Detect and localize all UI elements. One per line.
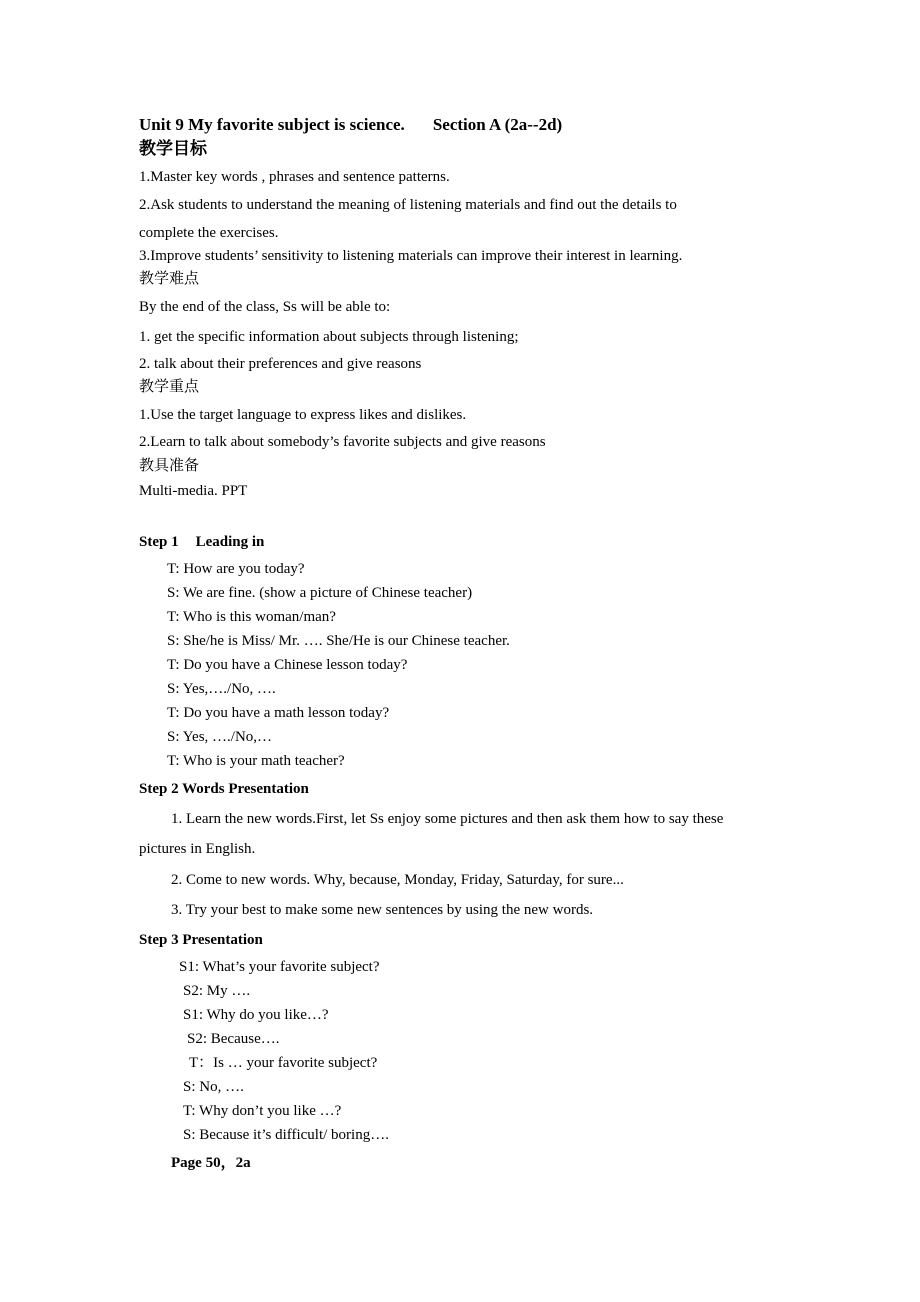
title-section: Section A (2a--2d) xyxy=(432,115,563,134)
step1-heading xyxy=(139,533,264,551)
dialogue-line: T: Do you have a math lesson today? xyxy=(167,705,390,721)
dialogue-line: S: Yes, …./No,… xyxy=(167,729,273,745)
dialogue-line: T: Why don’t you like …? xyxy=(183,1103,342,1119)
step3-heading: Step 3 Presentation xyxy=(139,932,263,948)
prep-text: Multi-media. PPT xyxy=(139,483,248,499)
title-main: Unit 9 My favorite subject is science. xyxy=(139,115,405,134)
key-point: 1.Use the target language to express likes and dislikes. xyxy=(139,407,467,423)
step2-item: 1. Learn the new words.First, let Ss enjoy some pictures and then ask them how to say these xyxy=(171,811,724,827)
dialogue-line: S: She/he is Miss/ Mr. …. She/He is our Chinese teacher. xyxy=(167,633,510,649)
dialogue-line: T：Is … your favorite subject? xyxy=(189,1055,378,1071)
step2-item: 2. Come to new words. Why, because, Monday, Friday, Saturday, for sure... xyxy=(171,872,624,888)
step1-name: Leading in xyxy=(195,534,265,550)
page-reference: Page 50，2a xyxy=(171,1155,251,1171)
goals-heading: 教学目标 xyxy=(139,139,207,158)
dialogue-line: S: Because it’s difficult/ boring…. xyxy=(183,1127,389,1143)
dialogue-line: T: How are you today? xyxy=(167,561,305,577)
difficult-heading: 教学难点 xyxy=(139,271,200,287)
goal-item: complete the exercises. xyxy=(139,225,279,241)
difficult-point: 2. talk about their preferences and give reasons xyxy=(139,356,422,372)
dialogue-line: T: Who is your math teacher? xyxy=(167,753,345,769)
step2-heading: Step 2 Words Presentation xyxy=(139,781,309,797)
dialogue-line: T: Do you have a Chinese lesson today? xyxy=(167,657,408,673)
dialogue-line: S1: What’s your favorite subject? xyxy=(179,959,380,975)
page-title xyxy=(139,115,562,135)
goal-item: 1.Master key words , phrases and sentence patterns. xyxy=(139,169,450,185)
dialogue-line: S: No, …. xyxy=(183,1079,244,1095)
dialogue-line: S2: Because…. xyxy=(187,1031,280,1047)
key-point: 2.Learn to talk about somebody’s favorite subjects and give reasons xyxy=(139,434,546,450)
difficult-intro: By the end of the class, Ss will be able to: xyxy=(139,299,391,315)
step2-item: 3. Try your best to make some new sentences by using the new words. xyxy=(171,902,594,918)
difficult-point: 1. get the specific information about subjects through listening; xyxy=(139,329,519,345)
goal-item: 2.Ask students to understand the meaning of listening materials and find out the details to xyxy=(139,197,677,213)
dialogue-line: S: Yes,…./No, …. xyxy=(167,681,276,697)
key-heading: 教学重点 xyxy=(139,379,200,395)
goal-item: 3.Improve students’ sensitivity to listening materials can improve their interest in learning. xyxy=(139,248,683,264)
dialogue-line: S: We are fine. (show a picture of Chinese teacher) xyxy=(167,585,473,601)
dialogue-line: T: Who is this woman/man? xyxy=(167,609,336,625)
dialogue-line: S1: Why do you like…? xyxy=(183,1007,329,1023)
dialogue-line: S2: My …. xyxy=(183,983,251,999)
prep-heading: 教具准备 xyxy=(139,458,200,474)
step1-label: Step 1 xyxy=(139,534,179,550)
step2-item: pictures in English. xyxy=(139,841,256,857)
